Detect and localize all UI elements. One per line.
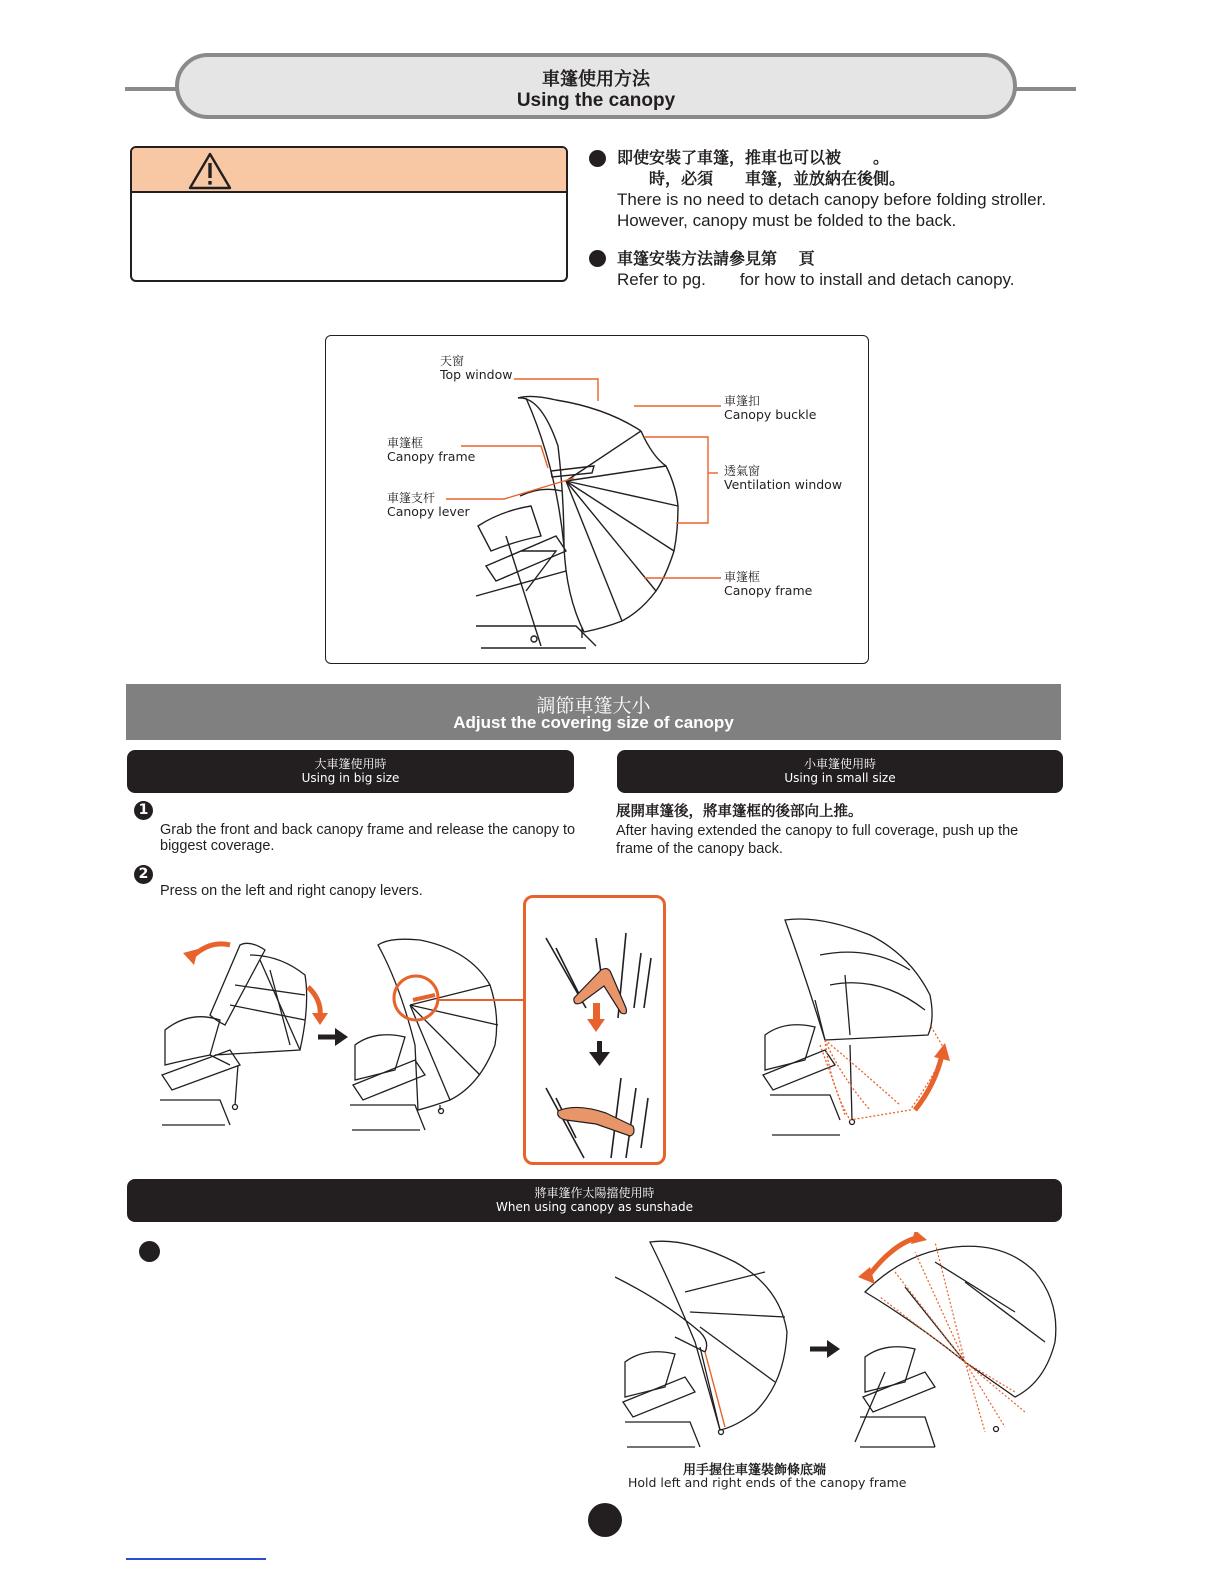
label-canopy-lever bbox=[387, 491, 470, 519]
title-line-left bbox=[125, 87, 180, 91]
note-1-en-line1: There is no need to detach canopy before folding stroller. bbox=[617, 190, 1047, 209]
sunshade-illustrations bbox=[615, 1232, 1065, 1457]
big-size-header bbox=[127, 750, 574, 793]
label-canopy-frame-upper bbox=[387, 436, 475, 464]
step-2-text: Press on the left and right canopy levers. bbox=[160, 883, 423, 899]
page-number-dot bbox=[588, 1503, 622, 1537]
warning-box bbox=[130, 146, 568, 282]
page-title-zh: 車篷使用方法 bbox=[542, 69, 650, 90]
title-line-right bbox=[1012, 87, 1076, 91]
adjust-title-en: Adjust the covering size of canopy bbox=[453, 713, 734, 732]
adjust-title-zh: 調節車篷大小 bbox=[536, 695, 651, 717]
warning-header bbox=[132, 148, 566, 193]
note-2-bullet bbox=[589, 250, 606, 267]
small-size-zh: 小車篷使用時 bbox=[803, 757, 876, 771]
note-2-en: Refer to pg. for how to install and detach canopy. bbox=[617, 270, 1015, 289]
sunshade-step-bullet bbox=[139, 1241, 160, 1262]
label-top-window-zh: 天窗 bbox=[440, 354, 465, 368]
label-canopy-lever-zh: 車篷支杆 bbox=[387, 491, 436, 505]
big-size-zh: 大車篷使用時 bbox=[314, 757, 387, 771]
note-1-en-line2: However, canopy must be folded to the back. bbox=[617, 211, 957, 230]
label-canopy-buckle-en: Canopy buckle bbox=[724, 407, 817, 422]
note-1-zh-line1: 即使安裝了車篷，推車也可以被 。 bbox=[617, 148, 890, 167]
label-canopy-frame-lower bbox=[724, 570, 812, 598]
label-top-window-en: Top window bbox=[440, 367, 513, 382]
warning-triangle-icon bbox=[188, 152, 232, 190]
label-canopy-frame-upper-zh: 車篷框 bbox=[387, 436, 424, 450]
note-1-zh-line2: 時，必須 車篷，並放納在後側。 bbox=[617, 169, 906, 188]
page-title-banner bbox=[175, 53, 1017, 119]
label-ventilation-window-zh: 透氣窗 bbox=[724, 464, 761, 478]
sunshade-en: When using canopy as sunshade bbox=[495, 1200, 694, 1214]
label-top-window bbox=[440, 354, 513, 382]
parts-diagram-box bbox=[325, 335, 869, 664]
big-size-illustrations bbox=[150, 925, 530, 1135]
small-size-illustration bbox=[760, 915, 960, 1140]
small-size-header bbox=[617, 750, 1063, 793]
label-canopy-buckle-zh: 車篷扣 bbox=[724, 394, 761, 408]
step-1-number: 1 bbox=[134, 801, 153, 820]
small-size-desc-en: After having extended the canopy to full coverage, push up the frame of the canopy back. bbox=[616, 823, 1019, 857]
step-1-text: Grab the front and back canopy frame and release the canopy to biggest coverage. bbox=[160, 822, 576, 854]
sunshade-caption-en: Hold left and right ends of the canopy frame bbox=[628, 1475, 907, 1490]
page-title-en: Using the canopy bbox=[516, 90, 676, 111]
step-2-number: 2 bbox=[134, 865, 153, 884]
sunshade-caption-zh: 用手握住車篷裝飾條底端 bbox=[683, 1463, 827, 1478]
big-size-en: Using in big size bbox=[301, 771, 400, 785]
lever-detail-box bbox=[523, 895, 666, 1165]
footnote-rule bbox=[126, 1558, 266, 1560]
sunshade-header bbox=[127, 1179, 1062, 1222]
label-canopy-frame-upper-en: Canopy frame bbox=[387, 449, 476, 464]
label-ventilation-window-en: Ventilation window bbox=[724, 477, 843, 492]
small-size-en: Using in small size bbox=[784, 771, 896, 785]
label-canopy-frame-lower-en: Canopy frame bbox=[724, 583, 813, 598]
label-canopy-frame-lower-zh: 車篷框 bbox=[724, 570, 761, 584]
note-1-bullet bbox=[589, 150, 606, 167]
small-size-desc-zh: 展開車篷後，將車篷框的後部向上推。 bbox=[616, 804, 863, 820]
label-ventilation-window bbox=[724, 464, 842, 492]
lever-press-detail bbox=[526, 898, 663, 1162]
sunshade-zh: 將車篷作太陽擋使用時 bbox=[534, 1186, 655, 1200]
label-canopy-lever-en: Canopy lever bbox=[387, 504, 470, 519]
label-canopy-buckle bbox=[724, 394, 816, 422]
note-2-zh: 車篷安裝方法請參見第 頁 bbox=[617, 249, 815, 268]
adjust-section-header bbox=[126, 684, 1061, 740]
